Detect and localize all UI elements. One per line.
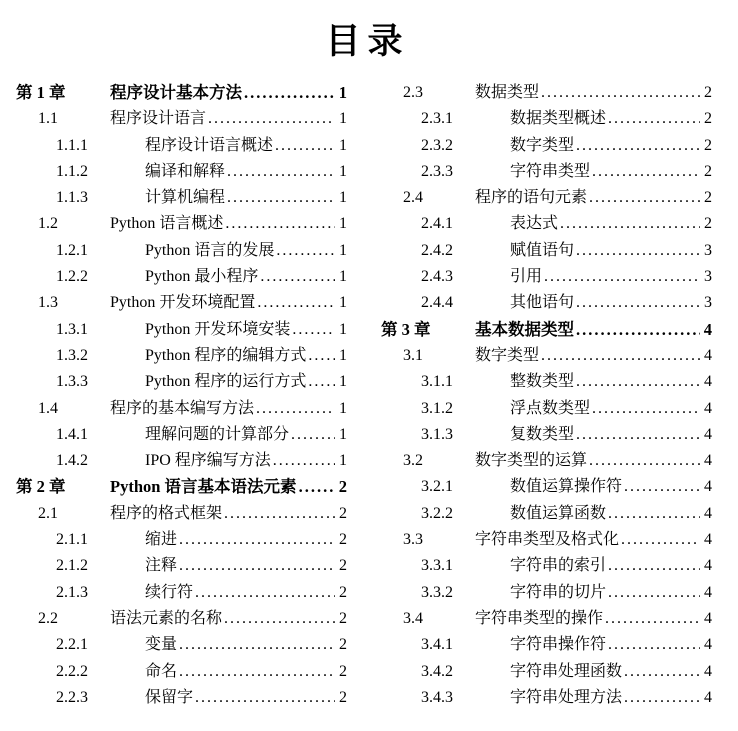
toc-leader-dots	[576, 238, 700, 264]
toc-entry[interactable]	[16, 448, 347, 474]
toc-entry-page: 1	[339, 110, 347, 128]
toc-entry-page: 1	[339, 189, 347, 207]
toc-entry-title: 数字类型的运算	[475, 452, 588, 470]
toc-leader-dots	[291, 422, 335, 448]
toc-leader-dots	[592, 396, 700, 422]
toc-leader-dots	[179, 632, 335, 658]
toc-entry-page: 4	[704, 636, 712, 654]
toc-entry-number: 3.4.3	[421, 688, 453, 706]
toc-entry-title: 计算机编程	[145, 189, 226, 207]
toc-entry[interactable]	[16, 290, 347, 316]
toc-entry[interactable]	[16, 527, 347, 553]
toc-entry-page: 4	[704, 504, 712, 522]
toc-entry[interactable]	[381, 369, 712, 395]
toc-leader-dots	[208, 106, 335, 132]
toc-entry-number: 第 3 章	[381, 319, 431, 339]
toc-leader-dots	[256, 396, 335, 422]
toc-entry-title: 命名	[145, 662, 178, 680]
toc-entry[interactable]	[16, 369, 347, 395]
toc-entry-number: 3.1.3	[421, 425, 453, 443]
toc-entry-title: 表达式	[510, 215, 559, 233]
toc-entry[interactable]	[381, 527, 712, 553]
toc-leader-dots	[179, 553, 335, 579]
toc-entry[interactable]	[381, 501, 712, 527]
toc-entry-page: 1	[339, 346, 347, 364]
toc-entry-page: 4	[704, 531, 712, 549]
toc-entry-title: Python 开发环境配置	[110, 294, 256, 312]
toc-entry-page: 1	[339, 425, 347, 443]
toc-entry-title: 数字类型	[510, 136, 575, 154]
toc-entry-number: 1.1	[38, 110, 58, 128]
toc-entry-number: 1.1.2	[56, 162, 88, 180]
toc-entry-number: 1.3	[38, 294, 58, 312]
toc-entry-title: 字符串操作符	[510, 636, 607, 654]
toc-entry[interactable]	[16, 553, 347, 579]
toc-entry-page: 4	[704, 478, 712, 496]
toc-leader-dots	[179, 527, 335, 553]
toc-entry-page: 4	[704, 373, 712, 391]
toc-entry-page: 2	[339, 504, 347, 522]
toc-entry[interactable]	[381, 659, 712, 685]
toc-entry-title: 注释	[145, 557, 178, 575]
toc-entry-title: 其他语句	[510, 294, 575, 312]
toc-entry-title: Python 最小程序	[145, 268, 259, 286]
toc-entry-number: 1.4	[38, 399, 58, 417]
toc-leader-dots	[308, 343, 335, 369]
toc-entry-number: 1.4.1	[56, 425, 88, 443]
toc-entry-number: 2.1.1	[56, 531, 88, 549]
toc-entry-page: 1	[339, 241, 347, 259]
toc-entry-page: 4	[704, 557, 712, 575]
toc-leader-dots	[299, 474, 335, 500]
toc-leader-dots	[541, 343, 700, 369]
toc-leader-dots	[608, 632, 700, 658]
toc-leader-dots	[276, 238, 335, 264]
toc-entry-title: Python 程序的编辑方式	[145, 346, 307, 364]
toc-entry-title: 数字类型	[475, 346, 540, 364]
toc-entry-title: 字符串处理函数	[510, 662, 623, 680]
toc-entry-number: 3.1	[403, 346, 423, 364]
toc-entry-title: 变量	[145, 636, 178, 654]
toc-entry[interactable]	[16, 685, 347, 711]
toc-entry-title: Python 开发环境安装	[145, 320, 291, 338]
toc-leader-dots	[589, 448, 700, 474]
toc-entry-title: 保留字	[145, 688, 194, 706]
toc-entry[interactable]	[381, 448, 712, 474]
toc-entry-number: 2.2	[38, 609, 58, 627]
toc-entry-number: 3.4	[403, 609, 423, 627]
toc-entry-page: 1	[338, 83, 347, 102]
toc-entry-title: Python 语言概述	[110, 215, 224, 233]
toc-entry-number: 2.4.1	[421, 215, 453, 233]
toc-entry-page: 1	[339, 294, 347, 312]
toc-entry-number: 3.2.1	[421, 478, 453, 496]
toc-entry[interactable]	[381, 580, 712, 606]
toc-leader-dots	[292, 317, 335, 343]
toc-entry-title: 数值运算操作符	[510, 478, 623, 496]
toc-entry-title: 字符串的索引	[510, 557, 607, 575]
toc-entry-page: 3	[704, 294, 712, 312]
toc-leader-dots	[179, 659, 335, 685]
toc-entry-page: 1	[339, 399, 347, 417]
toc-entry[interactable]	[381, 133, 712, 159]
toc-entry-title: Python 语言的发展	[145, 241, 275, 259]
toc-entry-page: 2	[704, 189, 712, 207]
toc-entry[interactable]	[381, 185, 712, 211]
toc-entry-page: 1	[339, 162, 347, 180]
toc-leader-dots	[605, 606, 700, 632]
toc-entry-title: IPO 程序编写方法	[145, 452, 271, 470]
toc-entry-title: 数据类型	[475, 84, 540, 101]
toc-entry-number: 1.2	[38, 215, 58, 233]
toc-leader-dots	[608, 106, 700, 132]
page-title: 目录	[325, 22, 410, 61]
toc-entry-number: 1.3.2	[56, 346, 88, 364]
toc-column-right	[381, 80, 712, 711]
toc-entry[interactable]	[16, 606, 347, 632]
toc-entry-number: 2.3.1	[421, 110, 453, 128]
toc-entry-number: 3.3.2	[421, 583, 453, 601]
toc-entry[interactable]	[381, 632, 712, 658]
toc-entry[interactable]	[381, 553, 712, 579]
toc-entry-page: 2	[704, 110, 712, 128]
toc-leader-dots	[576, 290, 700, 316]
toc-entry-title: 数值运算函数	[510, 504, 607, 522]
toc-entry[interactable]	[16, 317, 347, 343]
toc-leader-dots	[244, 80, 335, 106]
toc-entry[interactable]	[381, 422, 712, 448]
toc-leader-dots	[624, 685, 700, 711]
toc-entry-title: 编译和解释	[145, 162, 226, 180]
toc-entry[interactable]	[16, 422, 347, 448]
toc-leader-dots	[560, 211, 700, 237]
toc-entry[interactable]	[381, 317, 712, 343]
toc-entry-page: 1	[339, 268, 347, 286]
toc-entry-page: 4	[704, 399, 712, 417]
toc-entry[interactable]	[16, 80, 347, 106]
toc-entry-title: 复数类型	[510, 425, 575, 443]
toc-entry-number: 1.1.3	[56, 189, 88, 207]
toc-leader-dots	[608, 580, 700, 606]
toc-entry-page: 3	[704, 241, 712, 259]
toc-entry[interactable]	[16, 211, 347, 237]
toc-entry-page: 1	[339, 320, 347, 338]
toc-entry-page: 2	[704, 84, 712, 101]
toc-entry-page: 4	[704, 688, 712, 706]
toc-entry-title: 数据类型概述	[510, 110, 607, 128]
toc-entry-number: 3.1.2	[421, 399, 453, 417]
toc-entry-page: 4	[704, 346, 712, 364]
toc-leader-dots	[608, 553, 700, 579]
toc-entry-number: 3.3.1	[421, 557, 453, 575]
toc-entry[interactable]	[16, 632, 347, 658]
toc-entry[interactable]	[16, 106, 347, 132]
toc-entry-number: 1.2.2	[56, 268, 88, 286]
toc-entry[interactable]	[381, 396, 712, 422]
toc-entry[interactable]	[381, 685, 712, 711]
toc-entry-title: 续行符	[145, 583, 194, 601]
toc-leader-dots	[260, 264, 335, 290]
toc-entry-title: 程序设计基本方法	[110, 83, 242, 102]
toc-entry-page: 2	[704, 162, 712, 180]
toc-entry-title: 程序的格式框架	[110, 504, 223, 522]
toc-entry-page: 2	[339, 636, 347, 654]
toc-entry-title: 程序的语句元素	[475, 189, 588, 207]
toc-leader-dots	[257, 290, 335, 316]
toc-entry[interactable]	[16, 396, 347, 422]
toc-entry-title: 整数类型	[510, 373, 575, 391]
toc-entry[interactable]	[381, 80, 712, 106]
toc-entry-title: 基本数据类型	[475, 319, 574, 339]
toc-entry-page: 1	[339, 452, 347, 470]
toc-entry-number: 1.1.1	[56, 136, 88, 154]
toc-entry[interactable]	[16, 185, 347, 211]
toc-entry[interactable]	[16, 343, 347, 369]
toc-leader-dots	[576, 369, 700, 395]
toc-entry[interactable]	[381, 159, 712, 185]
toc-entry-title: 引用	[510, 268, 543, 286]
toc-leader-dots	[576, 317, 700, 343]
toc-entry[interactable]	[381, 211, 712, 237]
toc-entry-page: 2	[339, 688, 347, 706]
toc-entry-number: 3.2.2	[421, 504, 453, 522]
toc-entry-page: 4	[703, 319, 712, 339]
toc-entry-title: 程序设计语言	[110, 110, 207, 128]
toc-entry[interactable]	[381, 264, 712, 290]
toc-entry-number: 1.2.1	[56, 241, 88, 259]
toc-entry-number: 3.1.1	[421, 373, 453, 391]
toc-entry-number: 2.2.1	[56, 636, 88, 654]
toc-leader-dots	[624, 474, 700, 500]
toc-entry-page: 4	[704, 452, 712, 470]
toc-entry-title: 赋值语句	[510, 241, 575, 259]
toc-leader-dots	[227, 185, 335, 211]
toc-entry-page: 1	[339, 136, 347, 154]
toc-entry-title: Python 程序的运行方式	[145, 373, 307, 391]
toc-entry-page: 4	[704, 662, 712, 680]
toc-leader-dots	[224, 501, 335, 527]
toc-entry-number: 1.3.3	[56, 373, 88, 391]
toc-leader-dots	[624, 659, 700, 685]
toc-entry-page: 4	[704, 425, 712, 443]
toc-entry-number: 1.3.1	[56, 320, 88, 338]
toc-leader-dots	[544, 264, 700, 290]
toc-leader-dots	[225, 211, 335, 237]
toc-entry-number: 2.3.2	[421, 136, 453, 154]
toc-leader-dots	[576, 422, 700, 448]
toc-entry-page: 4	[704, 583, 712, 601]
toc-leader-dots	[576, 133, 700, 159]
toc-entry-number: 2.4.2	[421, 241, 453, 259]
toc-entry-page: 2	[339, 662, 347, 680]
toc-entry[interactable]	[381, 606, 712, 632]
toc-entry-page: 1	[339, 373, 347, 391]
toc-entry[interactable]	[381, 290, 712, 316]
toc-entry-number: 2.1.2	[56, 557, 88, 575]
toc-entry-title: 字符串处理方法	[510, 688, 623, 706]
toc-leader-dots	[224, 606, 335, 632]
toc-entry-number: 2.4	[403, 189, 423, 207]
toc-entry-title: 字符串类型及格式化	[475, 531, 620, 549]
toc-leader-dots	[608, 501, 700, 527]
toc-leader-dots	[195, 580, 335, 606]
toc-entry-page: 3	[704, 268, 712, 286]
toc-entry-title: 语法元素的名称	[110, 609, 223, 627]
toc-leader-dots	[621, 527, 700, 553]
toc-entry-title: Python 语言基本语法元素	[110, 477, 297, 497]
toc-entry-title: 字符串的切片	[510, 583, 607, 601]
toc-entry-number: 第 1 章	[16, 83, 66, 102]
toc-leader-dots	[227, 159, 335, 185]
toc-entry-title: 程序的基本编写方法	[110, 399, 255, 417]
toc-entry-page: 1	[339, 215, 347, 233]
toc-entry-title: 浮点数类型	[510, 399, 591, 417]
toc-entry[interactable]	[16, 133, 347, 159]
toc-leader-dots	[273, 448, 335, 474]
toc-entry-page: 2	[339, 557, 347, 575]
toc-entry-number: 2.1.3	[56, 583, 88, 601]
toc-leader-dots	[275, 133, 335, 159]
toc-entry-number: 3.3	[403, 531, 423, 549]
toc-entry-page: 2	[339, 583, 347, 601]
toc-entry[interactable]	[16, 501, 347, 527]
toc-entry-number: 2.4.3	[421, 268, 453, 286]
toc-leader-dots	[308, 369, 335, 395]
toc-entry-title: 字符串类型	[510, 162, 591, 180]
toc-column-left	[16, 80, 347, 711]
toc-entry[interactable]	[16, 659, 347, 685]
toc-entry-number: 3.2	[403, 452, 423, 470]
toc-entry-page: 2	[704, 215, 712, 233]
toc-leader-dots	[589, 185, 700, 211]
toc-entry-title: 程序设计语言概述	[145, 136, 274, 154]
toc-entry[interactable]	[16, 159, 347, 185]
toc-entry-title: 理解问题的计算部分	[145, 425, 290, 443]
toc-entry-number: 2.3.3	[421, 162, 453, 180]
toc-entry-number: 3.4.1	[421, 636, 453, 654]
toc-entry[interactable]	[381, 106, 712, 132]
toc-entry-number: 2.1	[38, 504, 58, 522]
toc-entry-number: 2.2.2	[56, 662, 88, 680]
toc-entry-title: 字符串类型的操作	[475, 609, 604, 627]
toc-entry-page: 4	[704, 609, 712, 627]
toc-entry[interactable]	[16, 238, 347, 264]
toc-entry-number: 2.4.4	[421, 294, 453, 312]
toc-entry-number: 第 2 章	[16, 477, 66, 497]
toc-entry-page: 2	[704, 136, 712, 154]
toc-entry-page: 2	[339, 531, 347, 549]
toc-entry[interactable]	[381, 343, 712, 369]
toc-entry-number: 2.2.3	[56, 688, 88, 706]
toc-leader-dots	[541, 80, 700, 106]
toc-entry-number: 1.4.2	[56, 452, 88, 470]
toc-entry[interactable]	[16, 264, 347, 290]
toc-entry-number: 2.3	[403, 84, 423, 101]
toc-entry-page: 2	[339, 609, 347, 627]
toc-columns	[16, 80, 712, 711]
toc-leader-dots	[592, 159, 700, 185]
toc-entry[interactable]	[16, 474, 347, 500]
toc-entry[interactable]	[16, 580, 347, 606]
toc-entry-title: 缩进	[145, 531, 178, 549]
toc-entry-page: 2	[338, 477, 347, 497]
toc-entry[interactable]	[381, 238, 712, 264]
toc-entry-number: 3.4.2	[421, 662, 453, 680]
toc-entry[interactable]	[381, 474, 712, 500]
toc-leader-dots	[195, 685, 335, 711]
